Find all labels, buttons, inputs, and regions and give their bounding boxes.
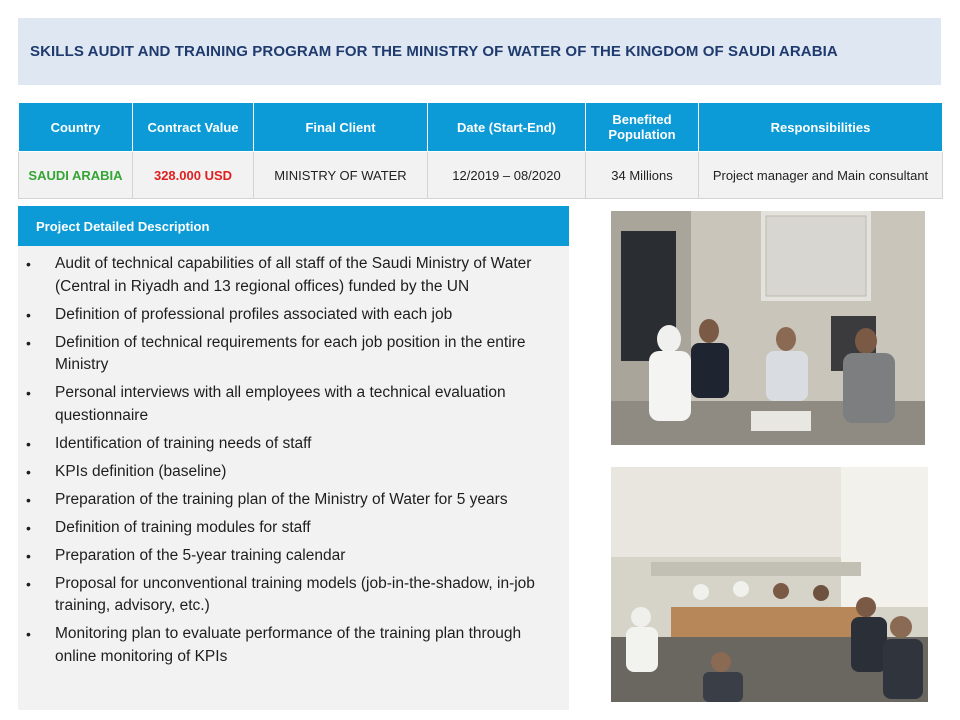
cell-date: 12/2019 – 08/2020 — [428, 152, 586, 199]
list-item — [18, 304, 553, 327]
list-item-text: Monitoring plan to evaluate performance of the training plan through online monitoring of KPIs — [55, 625, 522, 665]
header-country: Country — [19, 103, 133, 152]
list-item — [18, 461, 553, 484]
project-info-table — [18, 102, 943, 199]
header-population: Benefited Population — [586, 103, 699, 152]
bullet-icon: • — [26, 575, 31, 592]
header-date: Date (Start-End) — [428, 103, 586, 152]
bullet-icon: • — [26, 626, 31, 642]
bullet-icon: • — [26, 256, 31, 272]
bullet-icon: • — [26, 435, 31, 452]
bullet-icon: • — [26, 463, 31, 480]
header-contract-value: Contract Value — [133, 103, 254, 152]
bullet-icon: • — [26, 491, 31, 508]
list-item-text: Definition of technical requirements for each job position in the entire Ministry — [55, 333, 526, 373]
meeting-photo-office-illustration — [611, 211, 925, 445]
table-row — [19, 152, 943, 199]
bullet-icon: • — [26, 385, 31, 401]
list-item-text: Definition of training modules for staff — [55, 518, 311, 536]
header-final-client: Final Client — [254, 103, 428, 152]
list-item-text: Personal interviews with all employees with a technical evaluation questionnaire — [55, 384, 506, 424]
cell-final-client: MINISTRY OF WATER — [254, 152, 428, 199]
page-title: SKILLS AUDIT AND TRAINING PROGRAM FOR THE MINISTRY OF WATER OF THE KINGDOM OF SAUDI ARABIA — [30, 43, 838, 60]
list-item — [18, 489, 553, 512]
description-list — [18, 246, 569, 668]
list-item — [18, 332, 553, 377]
bullet-icon: • — [26, 547, 31, 564]
list-item-text: Identification of training needs of staff — [55, 434, 312, 452]
list-item-text: KPIs definition (baseline) — [55, 462, 227, 480]
cell-responsibilities: Project manager and Main consultant — [699, 152, 943, 199]
list-item — [18, 517, 553, 540]
meeting-photo-conference — [611, 467, 928, 702]
list-item — [18, 573, 553, 618]
list-item-text: Audit of technical capabilities of all staff of the Saudi Ministry of Water (Central in Riyadh and 13 regional offices) funded by the UN — [55, 255, 532, 295]
meeting-photo-office — [611, 211, 925, 445]
list-item-text: Preparation of the 5-year training calendar — [55, 546, 346, 564]
bullet-icon: • — [26, 334, 31, 351]
header-responsibilities: Responsibilities — [699, 103, 943, 152]
list-item — [18, 623, 553, 668]
cell-contract-value: 328.000 USD — [133, 152, 254, 199]
description-box — [18, 246, 569, 710]
bullet-icon: • — [26, 306, 31, 323]
list-item-text: Definition of professional profiles associated with each job — [55, 305, 453, 323]
list-item — [18, 253, 553, 298]
cell-country: SAUDI ARABIA — [19, 152, 133, 199]
list-item — [18, 382, 553, 427]
list-item-text: Preparation of the training plan of the Ministry of Water for 5 years — [55, 490, 508, 508]
cell-population: 34 Millions — [586, 152, 699, 199]
list-item — [18, 545, 553, 568]
bullet-icon: • — [26, 519, 31, 536]
description-header-label: Project Detailed Description — [36, 218, 210, 234]
description-header — [18, 206, 569, 246]
list-item-text: Proposal for unconventional training models (job-in-the-shadow, in-job training, advisory, etc.) — [55, 574, 535, 614]
title-banner — [18, 18, 941, 85]
meeting-photo-conference-illustration — [611, 467, 928, 702]
table-header-row — [19, 103, 943, 152]
list-item — [18, 433, 553, 456]
